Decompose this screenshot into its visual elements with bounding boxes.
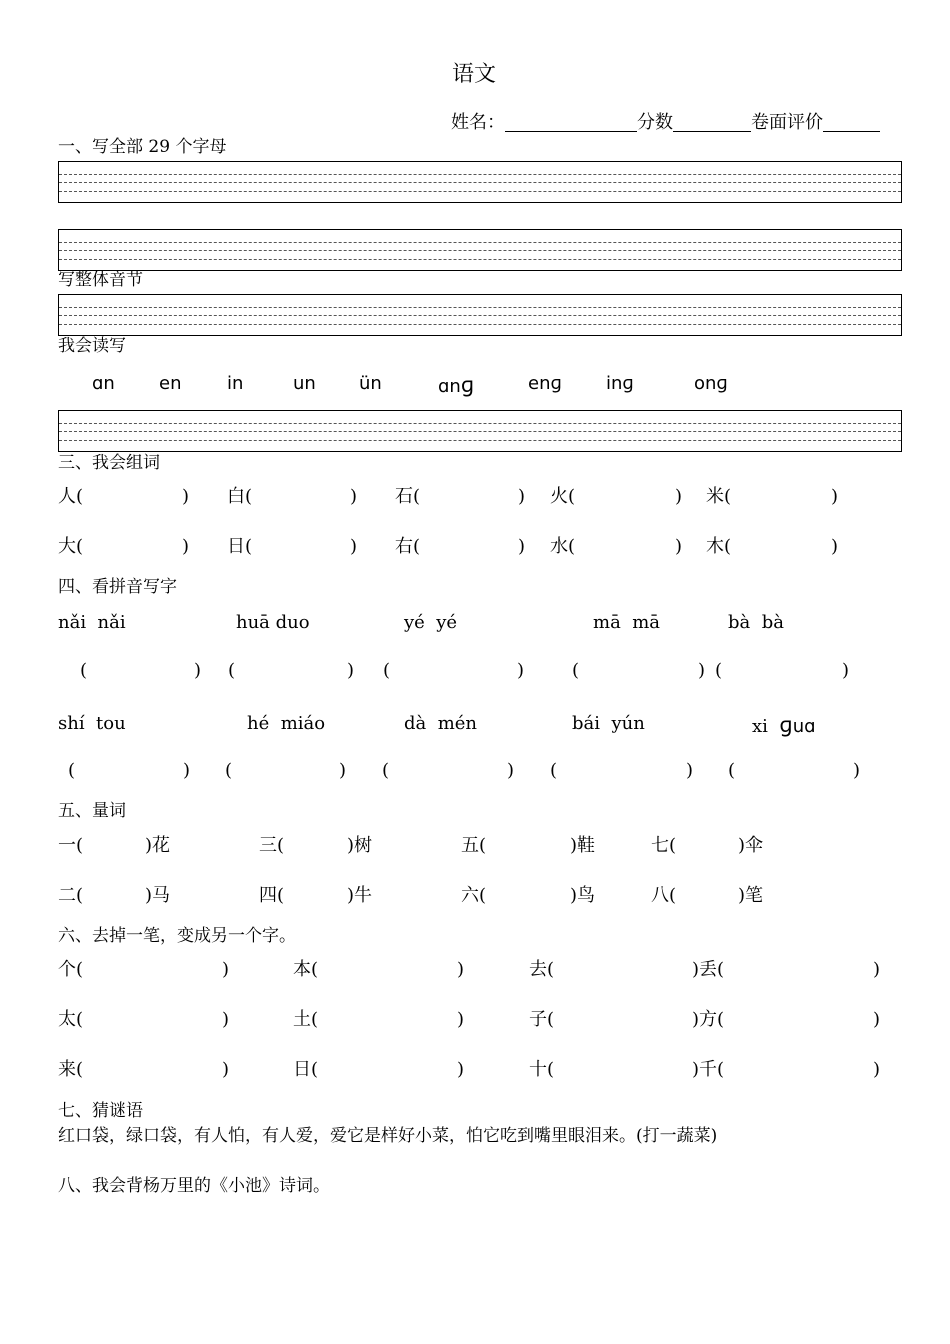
answer-close: ) [339, 760, 347, 781]
paren-close: ) [518, 486, 526, 507]
section-3-heading: 三、我会组词 [58, 453, 160, 473]
remove-stroke-item[interactable]: 去( [529, 959, 555, 980]
word-group-ren[interactable]: 人( [58, 486, 84, 507]
writing-box-2[interactable] [58, 229, 902, 271]
answer-close: ) [183, 760, 191, 781]
final-un: un [293, 373, 316, 394]
measure-word-5[interactable]: 五( [461, 835, 487, 856]
answer-close: ) [347, 660, 355, 681]
measure-word-6[interactable]: 六( [461, 885, 487, 906]
measure-noun: )树 [347, 835, 373, 856]
answer-close: ) [517, 660, 525, 681]
remove-stroke-item[interactable]: 子( [529, 1009, 555, 1030]
writing-box-3[interactable] [58, 294, 902, 336]
remove-stroke-item[interactable]: 来( [58, 1059, 84, 1080]
paren-close: ) [873, 1009, 881, 1030]
paren-close: ) [675, 536, 683, 557]
remove-stroke-item[interactable]: )丢( [692, 959, 725, 980]
word-group-you[interactable]: 右( [395, 536, 421, 557]
measure-noun: )鞋 [570, 835, 596, 856]
final-uen: ün [359, 373, 382, 394]
measure-word-7[interactable]: 七( [651, 835, 677, 856]
word-group-shui[interactable]: 水( [550, 536, 576, 557]
answer-close: ) [842, 660, 850, 681]
remove-stroke-item[interactable]: 本( [293, 959, 319, 980]
final-ong: onɡ [694, 373, 728, 394]
paren-close: ) [222, 1009, 230, 1030]
whole-syllable-heading: 写整体音节 [58, 270, 143, 290]
answer-close: ) [194, 660, 202, 681]
pinyin-damen: dà mén [404, 713, 478, 734]
answer-open[interactable]: ( [228, 660, 236, 681]
answer-open[interactable]: ( [68, 760, 76, 781]
remove-stroke-item[interactable]: 土( [293, 1009, 319, 1030]
measure-word-4[interactable]: 四( [259, 885, 285, 906]
word-group-bai[interactable]: 白( [227, 486, 253, 507]
measure-noun: )伞 [738, 835, 764, 856]
paren-close: ) [182, 536, 190, 557]
remove-stroke-item[interactable]: 太( [58, 1009, 84, 1030]
answer-open[interactable]: ( [383, 660, 391, 681]
remove-stroke-item[interactable]: 日( [293, 1059, 319, 1080]
pinyin-baba: bà bà [728, 612, 784, 633]
pinyin-shitou: shí tou [58, 713, 126, 734]
riddle-text: 红口袋，绿口袋，有人怕，有人爱，爱它是样好小菜，怕它吃到嘴里眼泪来。(打一蔬菜) [58, 1126, 718, 1146]
paren-close: ) [831, 536, 839, 557]
paren-close: ) [831, 486, 839, 507]
answer-open[interactable]: ( [572, 660, 580, 681]
pinyin-mama: mā mā [593, 612, 661, 633]
word-group-mi[interactable]: 米( [706, 486, 732, 507]
remove-stroke-item[interactable]: )方( [692, 1009, 725, 1030]
answer-close: ) [698, 660, 706, 681]
paren-close: ) [873, 959, 881, 980]
answer-close: ) [686, 760, 694, 781]
remove-stroke-item[interactable]: )千( [692, 1059, 725, 1080]
paren-close: ) [222, 959, 230, 980]
pinyin-huaduo: huā duo [236, 612, 310, 633]
measure-noun: )牛 [347, 885, 373, 906]
page-title: 语文 [452, 62, 497, 87]
measure-word-8[interactable]: 八( [651, 885, 677, 906]
remove-stroke-item[interactable]: 个( [58, 959, 84, 980]
measure-word-3[interactable]: 三( [259, 835, 285, 856]
section-6-heading: 六、去掉一笔，变成另一个字。 [58, 926, 296, 946]
paren-close: ) [182, 486, 190, 507]
writing-box-1[interactable] [58, 161, 902, 203]
read-write-heading: 我会读写 [58, 336, 126, 356]
paren-close: ) [457, 1059, 465, 1080]
paren-close: ) [350, 536, 358, 557]
word-group-huo[interactable]: 火( [550, 486, 576, 507]
eval-field[interactable] [823, 113, 880, 132]
section-5-heading: 五、量词 [58, 801, 126, 821]
answer-close: ) [507, 760, 515, 781]
measure-noun: )马 [145, 885, 171, 906]
answer-open[interactable]: ( [728, 760, 736, 781]
pinyin-hemiao: hé miáo [247, 713, 326, 734]
pinyin-baiyun: bái yún [572, 713, 645, 734]
answer-open[interactable]: ( [550, 760, 558, 781]
remove-stroke-item[interactable]: 十( [529, 1059, 555, 1080]
name-field[interactable] [505, 113, 637, 132]
answer-close: ) [853, 760, 861, 781]
paren-close: ) [675, 486, 683, 507]
score-field[interactable] [673, 113, 751, 132]
measure-noun: )鸟 [570, 885, 596, 906]
paren-close: ) [350, 486, 358, 507]
answer-open[interactable]: ( [80, 660, 88, 681]
measure-word-2[interactable]: 二( [58, 885, 84, 906]
section-1-heading: 一、写全部 29 个字母 [58, 137, 227, 157]
score-label: 分数 [637, 112, 673, 133]
word-group-shi[interactable]: 石( [395, 486, 421, 507]
paren-close: ) [222, 1059, 230, 1080]
word-group-da[interactable]: 大( [58, 536, 84, 557]
section-4-heading: 四、看拼音写字 [58, 577, 177, 597]
final-an: ɑn [92, 373, 115, 394]
word-group-ri[interactable]: 日( [227, 536, 253, 557]
answer-open[interactable]: ( [715, 660, 723, 681]
paren-close: ) [873, 1059, 881, 1080]
pinyin-yeye: yé yé [404, 612, 458, 633]
final-ang: ɑnɡ [438, 373, 475, 397]
measure-noun: )花 [145, 835, 171, 856]
answer-open[interactable]: ( [382, 760, 390, 781]
section-7-heading: 七、猜谜语 [58, 1101, 143, 1121]
writing-box-4[interactable] [58, 410, 902, 452]
pinyin-nainai: nǎi nǎi [58, 612, 126, 633]
paren-close: ) [518, 536, 526, 557]
eval-label: 卷面评价 [751, 112, 823, 133]
name-label: 姓名： [451, 112, 505, 133]
pinyin-xigua: xi ɡuɑ [752, 713, 816, 737]
measure-word-1[interactable]: 一( [58, 835, 84, 856]
final-en: en [159, 373, 182, 394]
paren-close: ) [457, 1009, 465, 1030]
info-line [451, 113, 880, 132]
section-8-heading: 八、我会背杨万里的《小池》诗词。 [58, 1176, 330, 1196]
final-in: in [227, 373, 244, 394]
paren-close: ) [457, 959, 465, 980]
answer-open[interactable]: ( [225, 760, 233, 781]
final-eng: enɡ [528, 373, 562, 394]
word-group-mu[interactable]: 木( [706, 536, 732, 557]
measure-noun: )笔 [738, 885, 764, 906]
final-ing: inɡ [606, 373, 634, 394]
